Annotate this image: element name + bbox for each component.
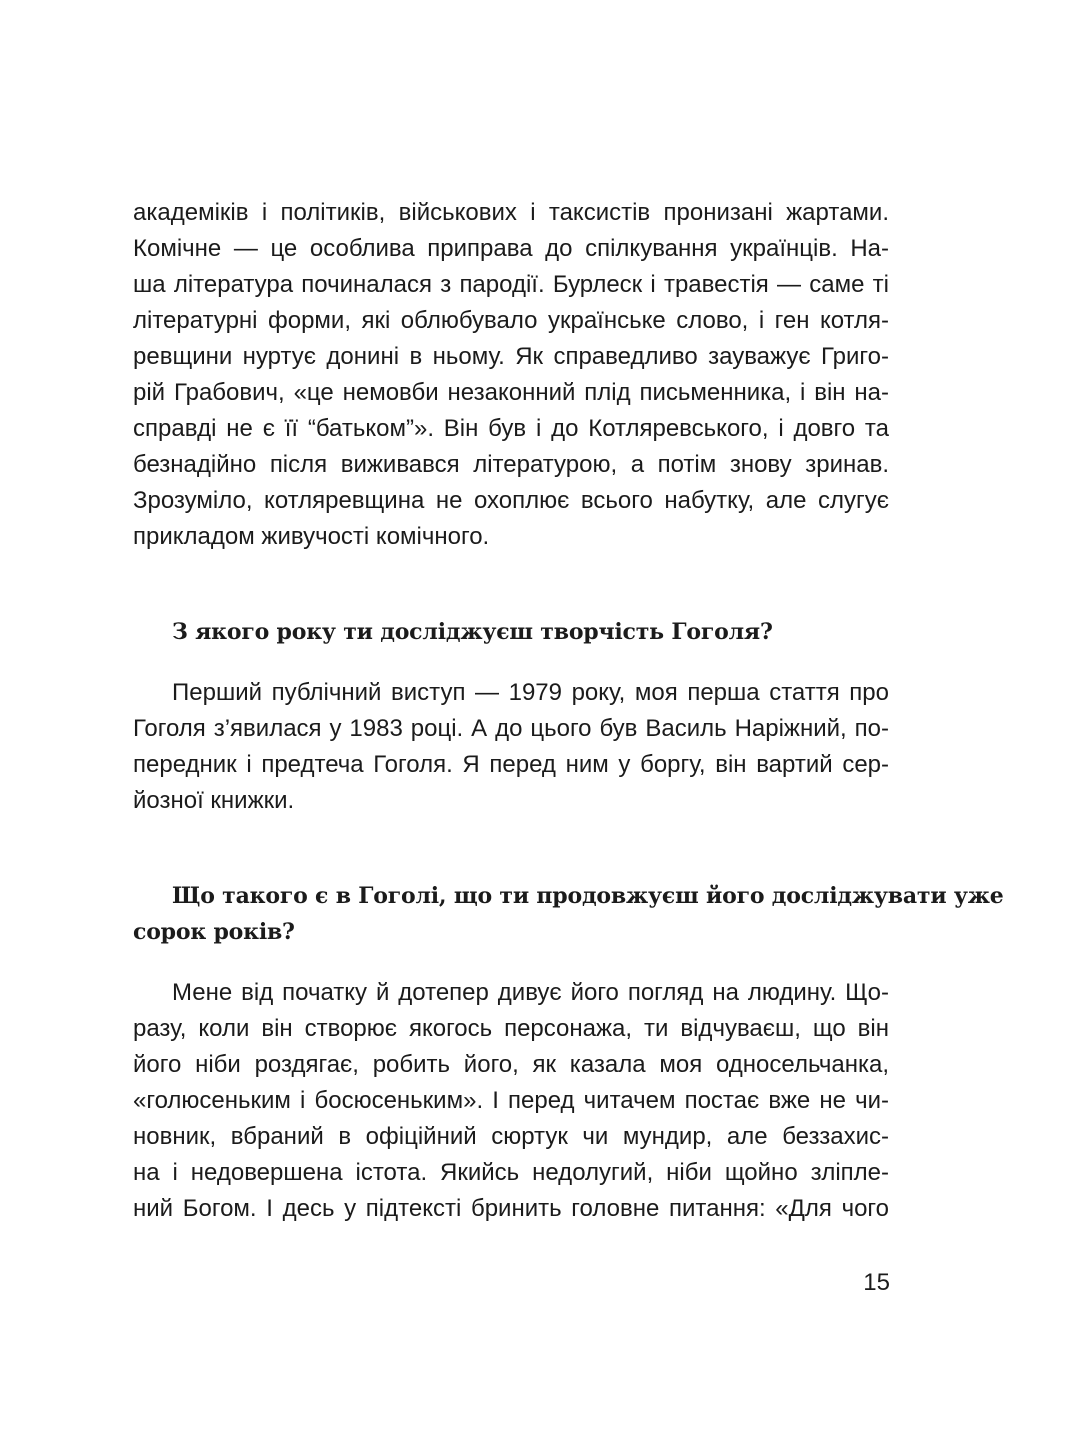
heading-line: Що такого є в Гоголі, що ти продовжуєш його досліджувати уже: [172, 883, 1004, 909]
text-line: Перший публічний виступ — 1979 року, моя перша стаття про: [172, 679, 889, 706]
text-line: ревщини нуртує донині в ньому. Як справедливо зауважує Григо-: [133, 343, 889, 370]
text-line: рій Грабович, «це немовби незаконний плід письменника, і він на-: [133, 379, 889, 406]
text-line: Комічне — це особлива приправа до спілкування українців. На-: [133, 235, 889, 262]
page-number: 15: [863, 1269, 890, 1296]
text-line: прикладом живучості комічного.: [133, 523, 490, 550]
text-line: передник і предтеча Гоголя. Я перед ним у боргу, він вартий сер-: [133, 751, 889, 778]
text-line: разу, коли він створює якогось персонажа, ти відчуваєш, що він: [133, 1015, 889, 1042]
text-line: академіків і політиків, військових і таксистів пронизані жартами.: [133, 199, 889, 226]
heading-line: сорок років?: [133, 919, 295, 945]
text-line: його ніби роздягає, робить його, як казала моя односельчанка,: [133, 1051, 889, 1078]
text-line: справді не є її “батьком”». Він був і до Котляревського, і довго та: [133, 415, 889, 442]
text-line: новник, вбраний в офіційний сюртук чи мундир, але беззахис-: [133, 1123, 889, 1150]
heading-line: З якого року ти досліджуєш творчість Гоголя?: [172, 619, 773, 645]
text-line: літературні форми, які облюбувало українське слово, і ген котля-: [133, 307, 889, 334]
text-line: Зрозуміло, котляревщина не охоплює всього набутку, але слугує: [133, 487, 889, 514]
text-line: на і недовершена істота. Якийсь недолугий, ніби щойно зліпле-: [133, 1159, 889, 1186]
text-line: Гоголя з’явилася у 1983 році. А до цього був Василь Наріжний, по-: [133, 715, 889, 742]
text-line: Мене від початку й дотепер дивує його погляд на людину. Що-: [172, 979, 889, 1006]
text-line: безнадійно після виживався літературою, а потім знову зринав.: [133, 451, 889, 478]
text-line: «голюсеньким і босюсеньким». І перед читачем постає вже не чи-: [133, 1087, 889, 1114]
text-line: йозної книжки.: [133, 787, 295, 814]
text-line: ша література починалася з пародії. Бурлеск і травестія — саме ті: [133, 271, 889, 298]
text-line: ний Богом. І десь у підтексті бринить головне питання: «Для чого: [133, 1195, 889, 1222]
